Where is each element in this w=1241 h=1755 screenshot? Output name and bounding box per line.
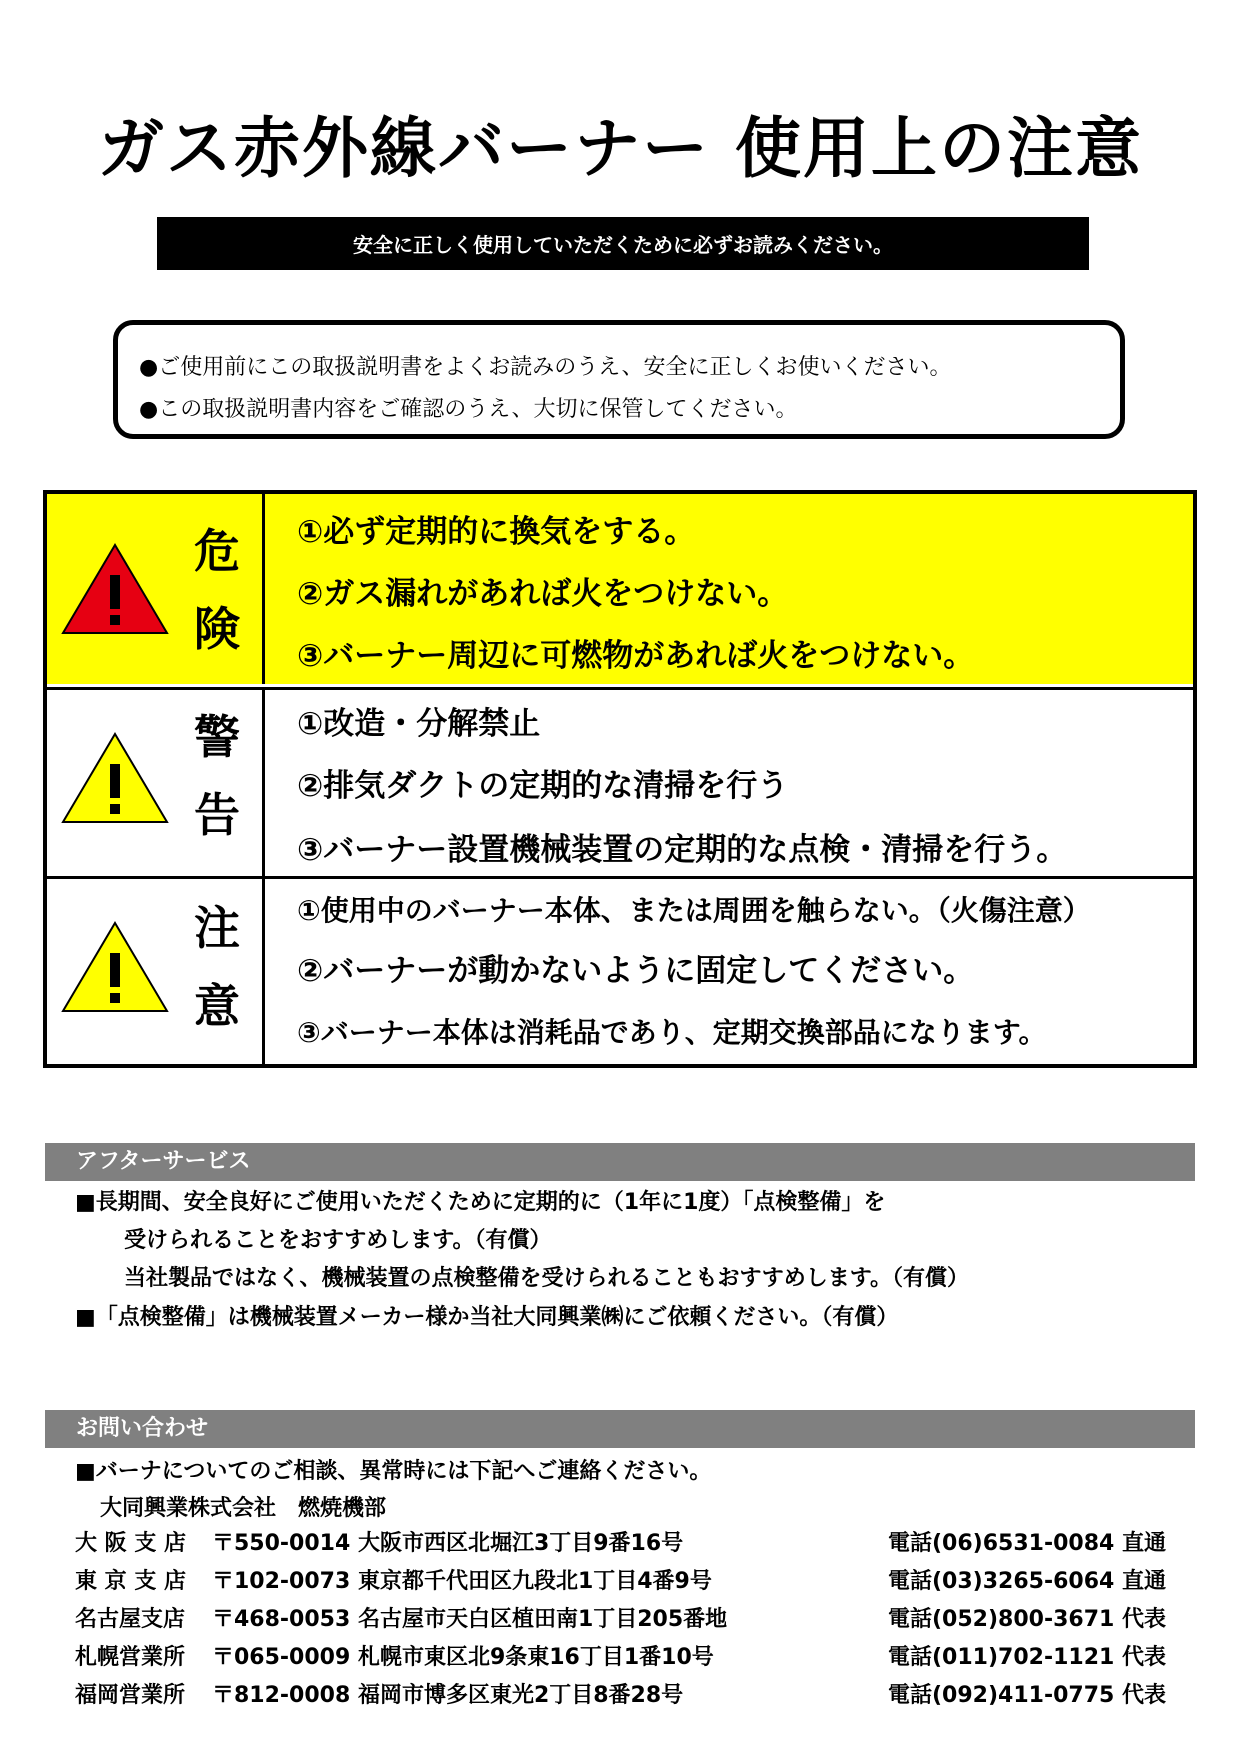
caution-row — [47, 876, 1193, 1067]
branch-row — [75, 1601, 1195, 1639]
danger-label-char: 険 — [194, 602, 240, 656]
branch-name: 札幌営業所 — [75, 1645, 186, 1670]
branch-row — [75, 1677, 1195, 1715]
danger-item: ③バーナー周辺に可燃物があれば火をつけない。 — [297, 638, 975, 674]
page-title: ガス赤外線バーナー 使用上の注意 — [98, 110, 1143, 187]
contact-intro: ■バーナについてのご相談、異常時には下記へご連絡ください。 — [75, 1459, 712, 1484]
branch-address: 〒812-0008 福岡市博多区東光2丁目8番28号 — [212, 1683, 684, 1708]
danger-label-cell — [47, 494, 265, 684]
warning-row — [47, 687, 1193, 876]
caution-label-cell — [47, 879, 265, 1067]
branch-phone: 電話(03)3265-6064 直通 — [888, 1569, 1166, 1594]
branch-address: 〒468-0053 名古屋市天白区植田南1丁目205番地 — [212, 1607, 728, 1632]
warning-label-cell — [47, 690, 265, 876]
branch-phone: 電話(092)411-0775 代表 — [888, 1683, 1166, 1708]
after-service-line: 当社製品ではなく、機械装置の点検整備を受けられることもおすすめします。（有償） — [124, 1266, 970, 1291]
branch-name: 福岡営業所 — [75, 1683, 186, 1708]
after-service-heading: アフターサービス — [45, 1143, 1195, 1181]
branch-phone: 電話(011)702-1121 代表 — [888, 1645, 1166, 1670]
caution-label-char: 注 — [194, 901, 240, 955]
branch-address: 〒102-0073 東京都千代田区九段北1丁目4番9号 — [212, 1569, 712, 1594]
safety-banner: 安全に正しく使用していただくために必ずお読みください。 — [157, 217, 1089, 270]
branch-name: 名古屋支店 — [75, 1607, 186, 1632]
warning-item: ②排気ダクトの定期的な清掃を行う — [297, 768, 789, 804]
branch-address: 〒550-0014 大阪市西区北堀江3丁目9番16号 — [212, 1531, 684, 1556]
caution-item: ②バーナーが動かないように固定してください。 — [297, 953, 975, 989]
warning-item: ①改造・分解禁止 — [297, 706, 541, 742]
contact-heading: お問い合わせ — [45, 1410, 1195, 1448]
notice-box — [113, 320, 1125, 439]
caution-item: ①使用中のバーナー本体、または周囲を触らない。（火傷注意） — [297, 894, 1091, 927]
branch-phone: 電話(052)800-3671 代表 — [888, 1607, 1166, 1632]
danger-label-char: 危 — [194, 524, 240, 578]
branch-row — [75, 1563, 1195, 1601]
warning-label-char: 告 — [194, 788, 240, 842]
branch-address: 〒065-0009 札幌市東区北9条東16丁目1番10号 — [212, 1645, 714, 1670]
after-service-line: 受けられることをおすすめします。（有償） — [124, 1228, 552, 1253]
warning-label-char: 警 — [194, 710, 240, 764]
danger-row — [47, 494, 1193, 684]
company-name: 大同興業株式会社 燃焼機部 — [100, 1496, 387, 1521]
warning-triangle-yellow-icon — [59, 728, 171, 828]
branch-row — [75, 1639, 1195, 1677]
branch-phone: 電話(06)6531-0084 直通 — [888, 1531, 1166, 1556]
danger-item: ②ガス漏れがあれば火をつけない。 — [297, 576, 789, 612]
notice-line: ●ご使用前にこの取扱説明書をよくお読みのうえ、安全に正しくお使いください。 — [139, 355, 952, 380]
warning-item: ③バーナー設置機械装置の定期的な点検・清掃を行う。 — [297, 832, 1068, 868]
branch-name: 東 京 支 店 — [75, 1569, 186, 1594]
notice-line: ●この取扱説明書内容をご確認のうえ、大切に保管してください。 — [139, 397, 798, 422]
danger-item: ①必ず定期的に換気をする。 — [297, 514, 696, 550]
after-service-line: ■長期間、安全良好にご使用いただくために定期的に（1年に1度）「点検整備」を — [75, 1190, 886, 1215]
caution-item: ③バーナー本体は消耗品であり、定期交換部品になります。 — [297, 1016, 1047, 1049]
branch-row — [75, 1525, 1195, 1563]
warning-triangle-red-icon — [59, 539, 171, 639]
warning-triangle-yellow-icon — [59, 917, 171, 1017]
after-service-line: ■「点検整備」は機械装置メーカー様か当社大同興業㈱にご依頼ください。（有償） — [75, 1305, 899, 1330]
branch-name: 大 阪 支 店 — [75, 1531, 186, 1556]
hazard-table — [43, 490, 1197, 1068]
caution-label-char: 意 — [194, 979, 240, 1033]
